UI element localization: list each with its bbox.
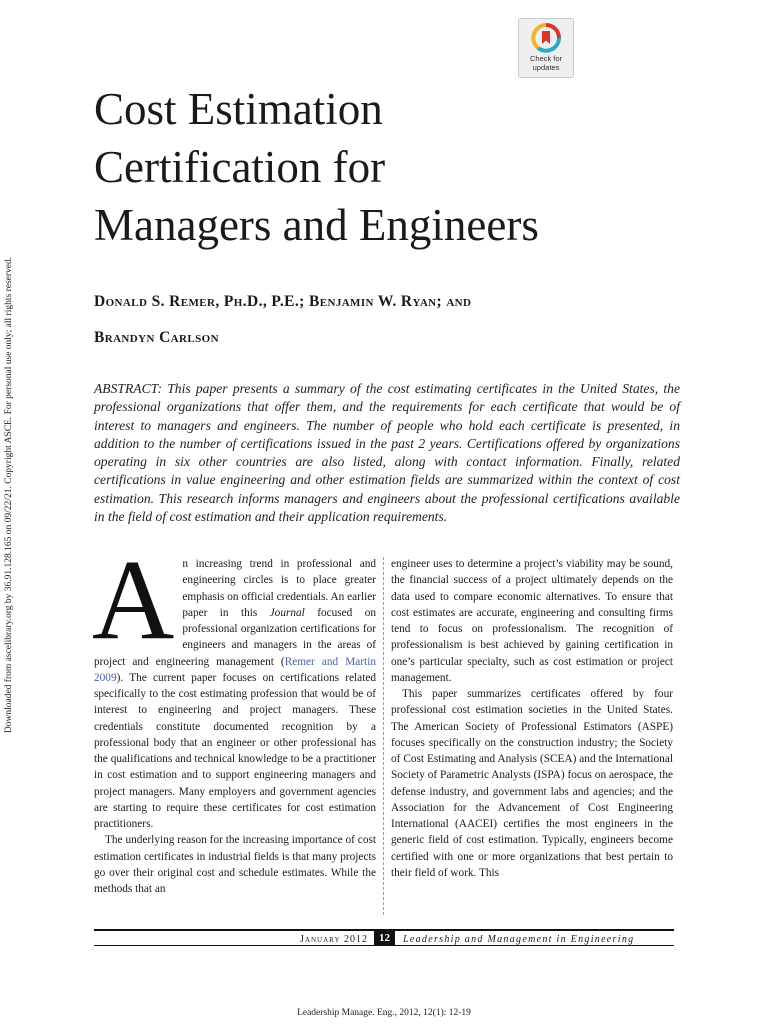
intro-text-end: ). The current paper focuses on certifications related specifically to the cost estimating profession that would be of interest to engineering and project managers. These credentials constitute documented recognition by a professional body that an engineer or other professional has the qualifications and technical knowledge to be a practitioner in cost estimation and to support engineering managers and project managers. Many employers and government agencies are starting to require these certificates for cost estimation practitioners. xyxy=(94,671,376,830)
third-paragraph: engineer uses to determine a project’s viability may be sound, the financial success of a project ultimately depends on the data used to compare economic alternatives. To ensure that cost estimates are accurate, engineering and consulting firms tend to focus on professionalism. The recognition of professionalism is best achieved by gaining certification in one’s particular specialty, such as cost estimation or project management. xyxy=(391,558,673,684)
footer-journal-name: Leadership and Management in Engineering xyxy=(403,934,635,945)
title-line-3: Managers and Engineers xyxy=(94,200,539,250)
authors-line-2: Brandyn Carlson xyxy=(94,329,219,346)
download-copyright-text: Downloaded from ascelibrary.org by 36.91.128.165 on 09/22/21. Copyright ASCE. For personal use only; all rights reserved. xyxy=(4,256,15,734)
abstract: ABSTRACT: This paper presents a summary of the cost estimating certificates in the United States, the professional organizations that offer them, and the requirements for each certificate that would be of interest to managers and engineers. The number of people who hold each certificate is presented, in addition to the number of certifications issued in the past 2 years. Certifications offered by organizations operating in six other countries are also listed, along with contact information. Finally, related certifications in value engineering and other estimation fields are summarized within the context of cost estimation. This research informs managers and engineers about the professional certifications available in the field of cost estimation and their application requirements. xyxy=(94,381,680,525)
citation-line: Leadership Manage. Eng., 2012, 12(1): 12-19 xyxy=(297,1008,471,1018)
body-column-right xyxy=(391,556,673,881)
badge-label-line1: Check for xyxy=(529,54,563,63)
badge-label-line2: updates xyxy=(532,62,560,72)
crossmark-icon xyxy=(530,22,562,54)
column-divider xyxy=(383,557,384,915)
drop-cap: A xyxy=(92,536,175,663)
body-column-left xyxy=(92,536,376,897)
title-line-2: Certification for xyxy=(94,142,386,192)
author-list xyxy=(94,284,694,356)
article-title xyxy=(94,80,694,254)
journal-word: Journal xyxy=(269,606,305,619)
footer-rule-bottom xyxy=(94,945,674,946)
second-paragraph: The underlying reason for the increasing importance of cost estimation certificates in industrial fields is that many projects go over their original cost and schedule estimates. While the methods that an xyxy=(94,834,376,895)
download-copyright-note xyxy=(2,218,16,772)
footer-date: January 2012 xyxy=(300,934,368,945)
page-number: 12 xyxy=(374,931,395,946)
fourth-paragraph: This paper summarizes certificates offered by four professional cost estimation societies in the United States. The American Society of Professional Estimators (ASPE) focuses specifically on the construction industry; the Society of Cost Estimating and Analysis (SCEA) and the International Society of Parametric Analysts (ISPA) focus on aerospace, the defense industry, and government labs and agencies; and the Association for the Advancement of Cost Engineering International (AACEI) certifies the most engineers in the generic field of cost estimation. Typically, engineers become certified with one or more organizations that best pertain to their field of work. This xyxy=(391,688,673,879)
reference-link-remer-martin[interactable]: Remer and Martin 2009 xyxy=(94,655,376,684)
authors-line-1: Donald S. Remer, Ph.D., P.E.; Benjamin W. Ryan; and xyxy=(94,293,472,310)
intro-text-start: n increasing trend in professional and engineering circles is to place greater emphasis on official credentials. An earlier paper in this xyxy=(182,558,376,619)
title-line-1: Cost Estimation xyxy=(94,84,383,134)
intro-paragraph xyxy=(92,536,376,832)
intro-text-middle: focused on professional organization certifications for engineers and managers in the areas of project and engineering management ( xyxy=(94,606,376,668)
check-for-updates-badge[interactable] xyxy=(518,18,574,78)
